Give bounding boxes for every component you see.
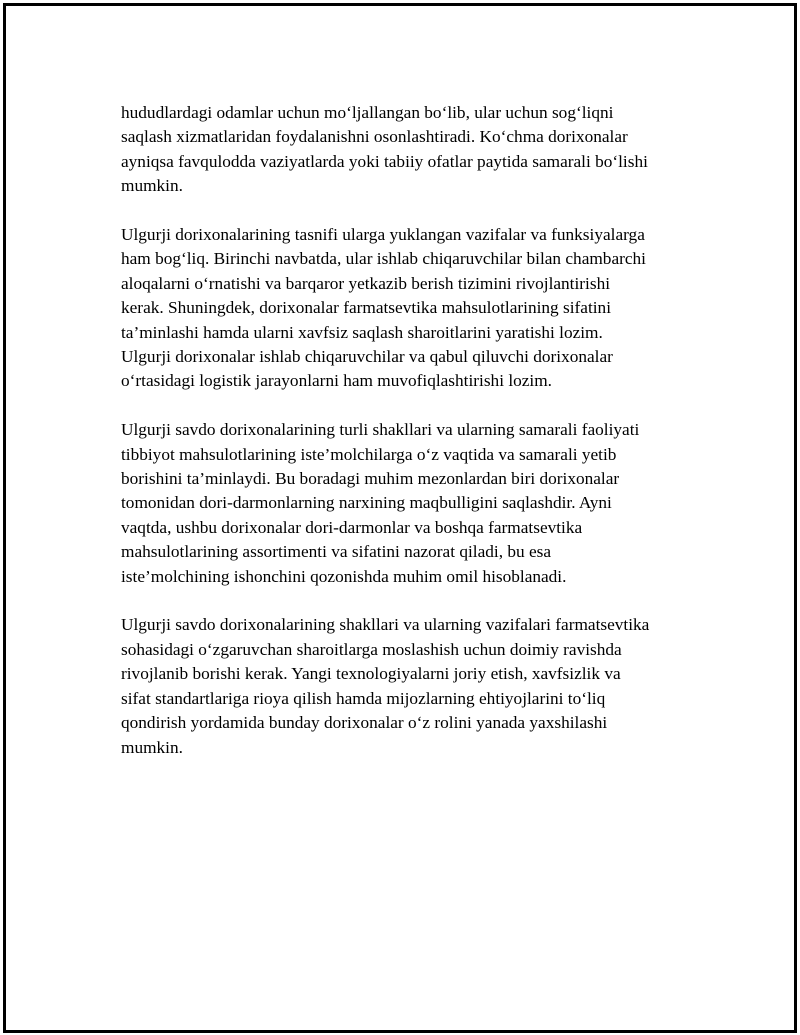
paragraph-3 xyxy=(121,418,701,589)
page-frame xyxy=(3,3,797,1033)
text-line: Ulgurji savdo dorixonalarining turli shakllari va ularning samarali faoliyati xyxy=(121,420,640,440)
text-line: ta’minlashi hamda ularni xavfsiz saqlash sharoitlarini yaratishi lozim. xyxy=(121,322,603,342)
text-line: rivojlanib borishi kerak. Yangi texnologiyalarni joriy etish, xavfsizlik va xyxy=(121,664,621,684)
text-line: hududlardagi odamlar uchun mo‘ljallangan bo‘lib, ular uchun sog‘liqni xyxy=(121,103,614,122)
text-line: iste’molchining ishonchini qozonishda muhim omil hisoblanadi. xyxy=(121,566,567,586)
text-line: borishini ta’minlaydi. Bu boradagi muhim mezonlardan biri dorixonalar xyxy=(121,469,620,489)
text-line: mumkin. xyxy=(121,176,183,196)
paragraph-4 xyxy=(121,613,701,759)
text-line: tibbiyot mahsulotlarining iste’molchilarga o‘z vaqtida va samarali yetib xyxy=(121,444,617,464)
text-line: Ulgurji savdo dorixonalarining shakllari va ularning vazifalari farmatsevtika xyxy=(121,615,650,635)
text-line: kerak. Shuningdek, dorixonalar farmatsevtika mahsulotlarining sifatini xyxy=(121,298,611,318)
paragraph-1 xyxy=(121,101,701,199)
text-line: tomonidan dori-darmonlarning narxining maqbulligini saqlashdir. Ayni xyxy=(121,493,612,513)
text-line: mahsulotlarining assortimenti va sifatini nazorat qiladi, bu esa xyxy=(121,542,552,562)
text-line: mumkin. xyxy=(121,737,183,757)
text-line: saqlash xizmatlaridan foydalanishni osonlashtiradi. Ko‘chma dorixonalar xyxy=(121,127,628,147)
text-line: sohasidagi o‘zgaruvchan sharoitlarga moslashish uchun doimiy ravishda xyxy=(121,639,622,659)
text-line: qondirish yordamida bunday dorixonalar o‘z rolini yanada yaxshilashi xyxy=(121,713,608,733)
text-line: ham bog‘liq. Birinchi navbatda, ular ishlab chiqaruvchilar bilan chambarchi xyxy=(121,249,646,269)
page-content xyxy=(121,101,701,784)
text-line: Ulgurji dorixonalarining tasnifi ularga yuklangan vazifalar va funksiyalarga xyxy=(121,225,645,245)
paragraph-2 xyxy=(121,223,701,394)
text-line: vaqtda, ushbu dorixonalar dori-darmonlar va boshqa farmatsevtika xyxy=(121,517,583,537)
text-line: o‘rtasidagi logistik jarayonlarni ham muvofiqlashtirishi lozim. xyxy=(121,371,552,391)
text-line: Ulgurji dorixonalar ishlab chiqaruvchilar va qabul qiluvchi dorixonalar xyxy=(121,347,613,367)
text-line: aloqalarni o‘rnatishi va barqaror yetkazib berish tizimini rivojlantirishi xyxy=(121,273,611,293)
text-line: sifat standartlariga rioya qilish hamda mijozlarning ehtiyojlarini to‘liq xyxy=(121,688,606,708)
text-line: ayniqsa favqulodda vaziyatlarda yoki tabiiy ofatlar paytida samarali bo‘lishi xyxy=(121,151,648,171)
